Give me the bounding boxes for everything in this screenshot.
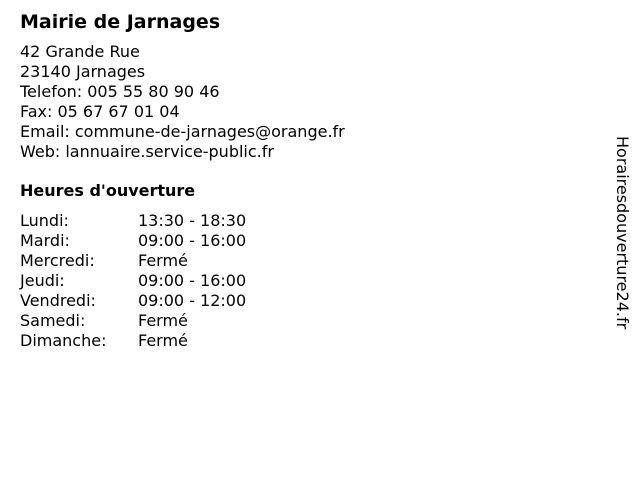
day-label: Jeudi: (20, 271, 65, 290)
time-value: Fermé (138, 311, 188, 330)
hours-row-thursday (20, 271, 600, 291)
web-line: Web: lannuaire.service-public.fr (20, 142, 274, 161)
phone-line: Telefon: 005 55 80 90 46 (20, 82, 220, 101)
opening-hours-table (20, 211, 600, 351)
fax-line: Fax: 05 67 67 01 04 (20, 102, 180, 121)
postal-city: 23140 Jarnages (20, 62, 146, 81)
time-value: 13:30 - 18:30 (138, 211, 247, 230)
day-label: Vendredi: (20, 291, 96, 310)
day-label: Mardi: (20, 231, 70, 250)
time-value: Fermé (138, 331, 188, 350)
hours-row-monday (20, 211, 600, 231)
time-value: Fermé (138, 251, 188, 270)
business-card (20, 10, 600, 351)
hours-row-friday (20, 291, 600, 311)
page-title: Mairie de Jarnages (20, 11, 221, 33)
brand-watermark: Horairesdouverture24.fr (613, 136, 632, 330)
email-line: Email: commune-de-jarnages@orange.fr (20, 122, 345, 141)
day-label: Lundi: (20, 211, 69, 230)
hours-row-tuesday (20, 231, 600, 251)
time-value: 09:00 - 16:00 (138, 231, 247, 250)
hours-row-saturday (20, 311, 600, 331)
day-label: Mercredi: (20, 251, 95, 270)
day-label: Dimanche: (20, 331, 107, 350)
opening-hours-heading: Heures d'ouverture (20, 181, 196, 200)
day-label: Samedi: (20, 311, 86, 330)
hours-row-sunday (20, 331, 600, 351)
street-address: 42 Grande Rue (20, 42, 140, 61)
time-value: 09:00 - 12:00 (138, 291, 247, 310)
time-value: 09:00 - 16:00 (138, 271, 247, 290)
hours-row-wednesday (20, 251, 600, 271)
contact-block (20, 42, 600, 162)
